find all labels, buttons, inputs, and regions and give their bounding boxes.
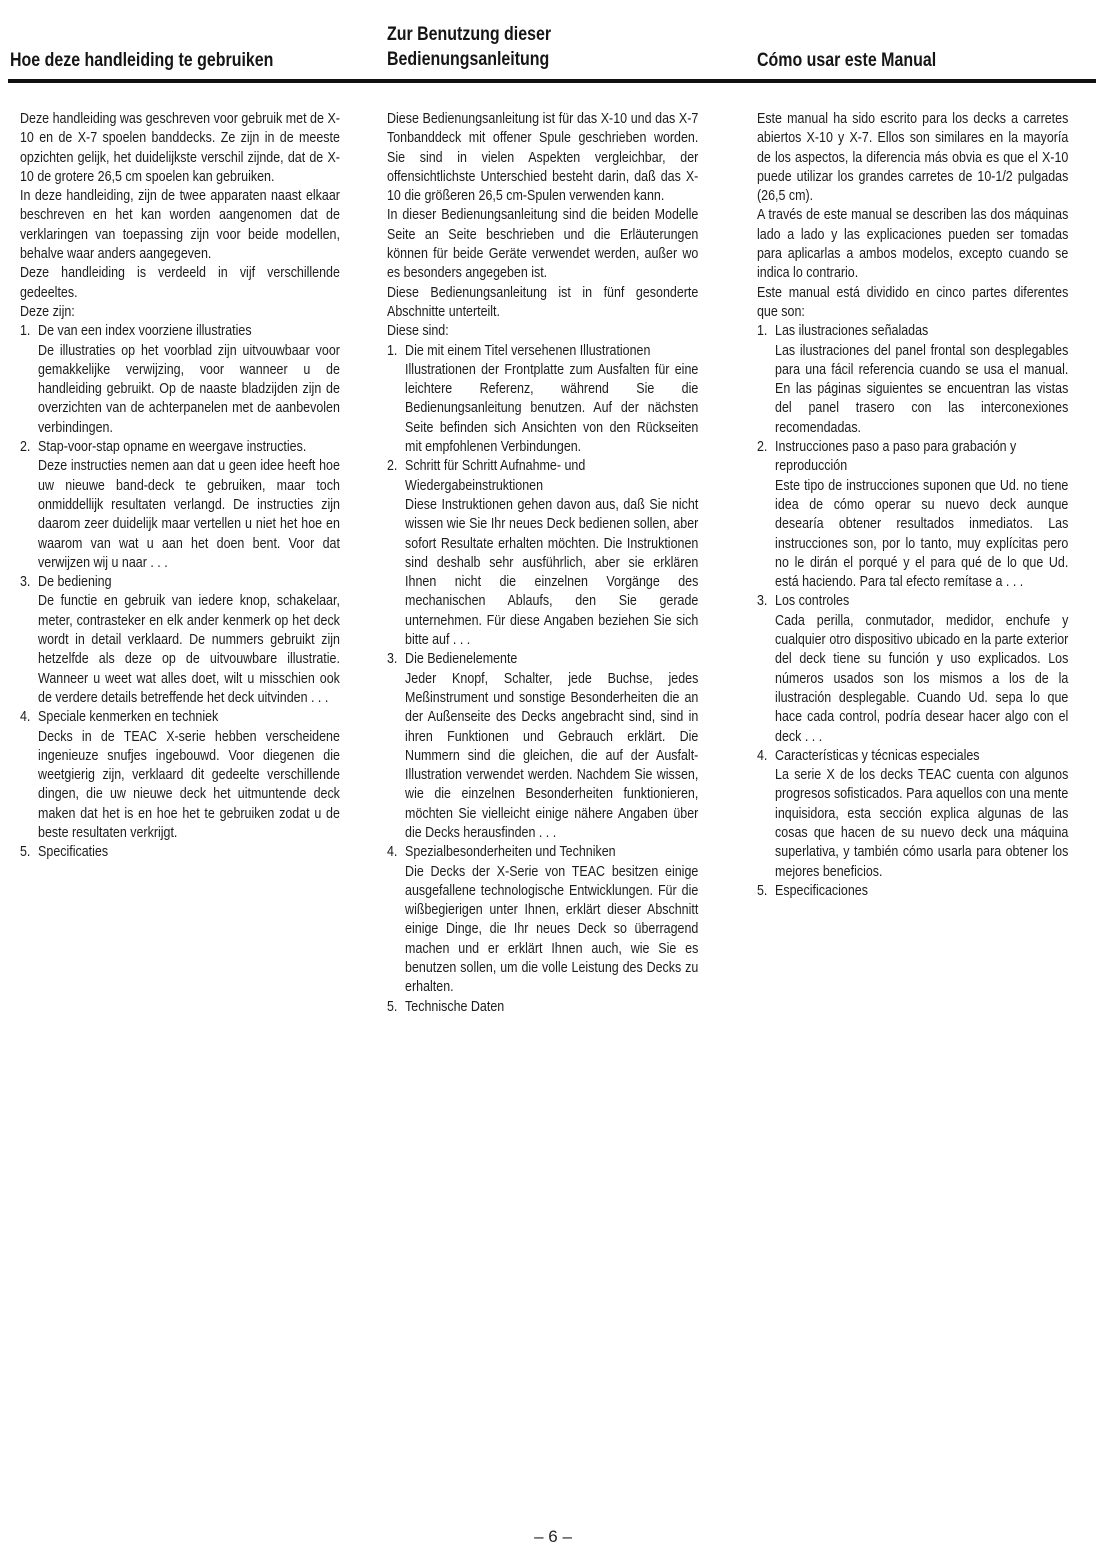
header-rule (8, 79, 1096, 83)
list-item (20, 573, 340, 708)
item-body: Cada perilla, conmutador, medidor, enchufe y cualquier otro dispositivo ubicado en la parte exterior del deck tiene su función y uso explicados. Los números usados son los mismos a los de la ilustración desplegable. Cuando Ud. sepa lo que hace cada control, podría desear hacer algo con el deck . . . (775, 612, 1069, 745)
item-title: Technische Daten (405, 998, 505, 1015)
item-number: 1. (20, 323, 31, 340)
item-number: 2. (387, 458, 398, 475)
paragraph: In dieser Bedienungsanleitung sind die beiden Modelle Seite an Seite beschrieben und die Erläuterungen können für beide Geräte verwendet werden, außer wo es besonders angegeben ist. (387, 207, 699, 282)
section-list (757, 322, 1068, 901)
item-title: De van een index voorziene illustraties (38, 323, 252, 340)
list-item (757, 592, 1068, 746)
list-item (757, 882, 1068, 901)
item-number: 2. (20, 439, 31, 456)
section-list (20, 322, 340, 862)
item-number: 3. (387, 651, 398, 668)
heading-dutch: Hoe deze handleiding te gebruiken (10, 50, 274, 71)
paragraph: Deze zijn: (20, 303, 75, 320)
item-title: De bediening (38, 574, 112, 591)
item-number: 4. (387, 844, 398, 861)
list-item (387, 998, 698, 1017)
list-item (387, 843, 698, 997)
item-number: 1. (387, 342, 398, 359)
paragraph: Deze handleiding is verdeeld in vijf verschillende gedeeltes. (20, 265, 340, 301)
item-body: Deze instructies nemen aan dat u geen idee heeft hoe uw nieuwe band-deck te gebruiken, maar toch onmiddellijk resultaten verlangd. De instructies zijn daarom zeer duidelijk maar vertellen u niet het hoe en waarom van wat u aan het doen bent. Voor dat verwijzen wij u naar . . . (38, 458, 340, 571)
item-title: Especificaciones (775, 882, 868, 899)
item-title: Instrucciones paso a paso para grabación y reproducción (775, 439, 1017, 475)
item-number: 4. (20, 709, 31, 726)
item-title: Speciale kenmerken en techniek (38, 709, 219, 726)
paragraph: Este manual está dividido en cinco partes diferentes que son: (757, 284, 1069, 320)
list-item (20, 843, 340, 862)
paragraph: In deze handleiding, zijn de twee apparaten naast elkaar beschreven en het kan worden aangenomen dat de verklaringen van toepassing zijn voor beide modellen, behalve waar anders aangegeven. (20, 188, 340, 263)
item-title: Características y técnicas especiales (775, 747, 980, 764)
paragraph: A través de este manual se describen las dos máquinas lado a lado y las explicaciones pueden ser tomadas para aplicarlas a ambos modelos, excepto cuando se indica lo contrario. (757, 207, 1069, 282)
item-number: 3. (757, 593, 768, 610)
column-dutch (20, 110, 340, 863)
item-title: Stap-voor-stap opname en weergave instructies. (38, 439, 307, 456)
list-item (387, 457, 698, 650)
item-body: Illustrationen der Frontplatte zum Ausfalten für eine leichtere Referenz, während Sie die Bedienungsanleitung benutzen. Auf der nächsten Seite befinden sich Ansichten von den Rückseiten mit empfohlenen Verbindungen. (405, 361, 699, 456)
heading-spanish: Cómo usar este Manual (757, 50, 937, 71)
item-title: Los controles (775, 593, 850, 610)
item-title: Spezialbesonderheiten und Techniken (405, 844, 616, 861)
paragraph: Diese sind: (387, 323, 449, 340)
item-body: Este tipo de instrucciones suponen que Ud. no tiene idea de cómo operar su nuevo deck aunque desearía obtener resultados inmediatos. Las instrucciones son, por lo tanto, muy explícitas pero no le dirán el porqué y el para qué de lo que Ud. está haciendo. Para tal efecto remítase a . . . (775, 477, 1069, 591)
item-number: 5. (20, 844, 31, 861)
list-item (387, 342, 698, 458)
item-body: Decks in de TEAC X-serie hebben verscheidene ingenieuze snufjes ingebouwd. Voor diegenen die weetgierig zijn, verklaard dit gedeelte verschillende dingen, die uw nieuwe deck het uitmuntende deck maken dat het is en hoe het te gebruiken zodat u de beste resultaten verkrijgt. (38, 728, 340, 841)
item-number: 4. (757, 747, 768, 764)
item-title: Die Bedienelemente (405, 651, 518, 668)
list-item (20, 708, 340, 843)
list-item (20, 322, 340, 438)
item-number: 5. (387, 998, 398, 1015)
item-body: Diese Instruktionen gehen davon aus, daß Sie nicht wissen wie Sie Ihr neues Deck bedienen sollen, aber sofort Resultate erhalten möchten. Die Instruktionen sind deshalb sehr ausführlich, aber sie erklären Ihnen nicht die einzelnen Vorgänge des mechanischen Ablaufs, den Sie gerade unternehmen. Für diese Angaben beziehen Sie sich bitte auf . . . (405, 496, 699, 649)
item-title: Die mit einem Titel versehenen Illustrationen (405, 342, 651, 359)
item-body: Las ilustraciones del panel frontal son desplegables para una fácil referencia cuando se usa el manual. En las páginas siguientes se encuentran las vistas del panel trasero con las interconexiones recomendadas. (775, 342, 1069, 436)
section-list (387, 342, 698, 1017)
list-item (20, 438, 340, 573)
item-title: Las ilustraciones señaladas (775, 323, 929, 340)
column-spanish (757, 110, 1068, 901)
item-number: 3. (20, 574, 31, 591)
heading-german-line1: Zur Benutzung dieser (387, 24, 552, 45)
paragraph: Este manual ha sido escrito para los decks a carretes abiertos X-10 y X-7. Ellos son similares en la mayoría de los aspectos, la diferencia más obvia es que el X-10 puede utilizar los grandes carretes de 10-1/2 pulgadas (26,5 cm). (757, 111, 1069, 205)
item-title: Schritt für Schritt Aufnahme- und Wiedergabeinstruktionen (405, 458, 586, 494)
item-body: Jeder Knopf, Schalter, jede Buchse, jedes Meßinstrument und sonstige Besonderheiten die an der Außenseite des Decks angebracht sind, sind in ihren Funktionen und Gebrauch erklärt. Die Nummern sind die gleichen, die auf der Ausfalt-Illustration verwendet werden. Nachdem Sie wissen, wie die einzelnen Besonderheiten funktionieren, möchten Sie vielleicht einige nähere Angaben über die Decks herausfinden . . . (405, 670, 699, 841)
item-body: La serie X de los decks TEAC cuenta con algunos progresos sofisticados. Para aquellos con una mente inquisidora, esta sección explica algunas de las cosas que hacen de su nuevo deck una máquina superlativa, y también cómo usarla para obtener los mejores beneficios. (775, 767, 1069, 880)
list-item (387, 650, 698, 843)
column-german (387, 110, 698, 1017)
list-item (757, 438, 1068, 592)
page-number: – 6 – (534, 1527, 572, 1546)
item-title: Specificaties (38, 844, 109, 861)
paragraph: Diese Bedienungsanleitung ist in fünf gesonderte Abschnitte unterteilt. (387, 284, 699, 320)
list-item (757, 322, 1068, 438)
item-body: De illustraties op het voorblad zijn uitvouwbaar voor gemakkelijke verwijzing, voor wanneer u de handleiding gebruikt. Op de naaste bladzijden zijn de overzichten van de achterpanelen met de aanbevolen verbindingen. (38, 342, 340, 436)
paragraph: Deze handleiding was geschreven voor gebruik met de X-10 en de X-7 spoelen banddecks. Ze zijn in de meeste opzichten gelijk, het duidelijkste verschil zijnde, dat de X-10 de grotere 26,5 cm spoelen kan gebruiken. (20, 111, 340, 185)
heading-german (387, 22, 551, 72)
item-number: 1. (757, 323, 768, 340)
paragraph: Diese Bedienungsanleitung ist für das X-10 und das X-7 Tonbanddeck mit offener Spule geschrieben worden. Sie sind in vielen Aspekten vergleichbar, der offensichtlichste Unterschied besteht darin, daß das X-10 die größeren 26,5 cm-Spulen verwenden kann. (387, 111, 699, 205)
item-number: 5. (757, 882, 768, 899)
item-body: Die Decks der X-Serie von TEAC besitzen einige ausgefallene technologische Entwicklungen. Für die wißbegierigen unter Ihnen, erklärt dieser Abschnitt einige Dinge, die Ihr neues Deck so überragend machen und er erklärt Ihnen auch, wie Sie es benutzen sollen, um die volle Leistung des Decks zu erhalten. (405, 863, 699, 996)
item-number: 2. (757, 439, 768, 456)
list-item (757, 747, 1068, 882)
item-body: De functie en gebruik van iedere knop, schakelaar, meter, contrasteker en elk ander kenmerk op het deck wordt in detail verklaard. De nummers gebruikt zijn hetzelfde als deze op de uitvouwbare illustratie. Wanneer u weet wat alles doet, wilt u misschien ook de verdere details betreffende het deck uitvinden . . . (38, 593, 340, 706)
heading-german-line2: Bedienungsanleitung (387, 49, 550, 70)
